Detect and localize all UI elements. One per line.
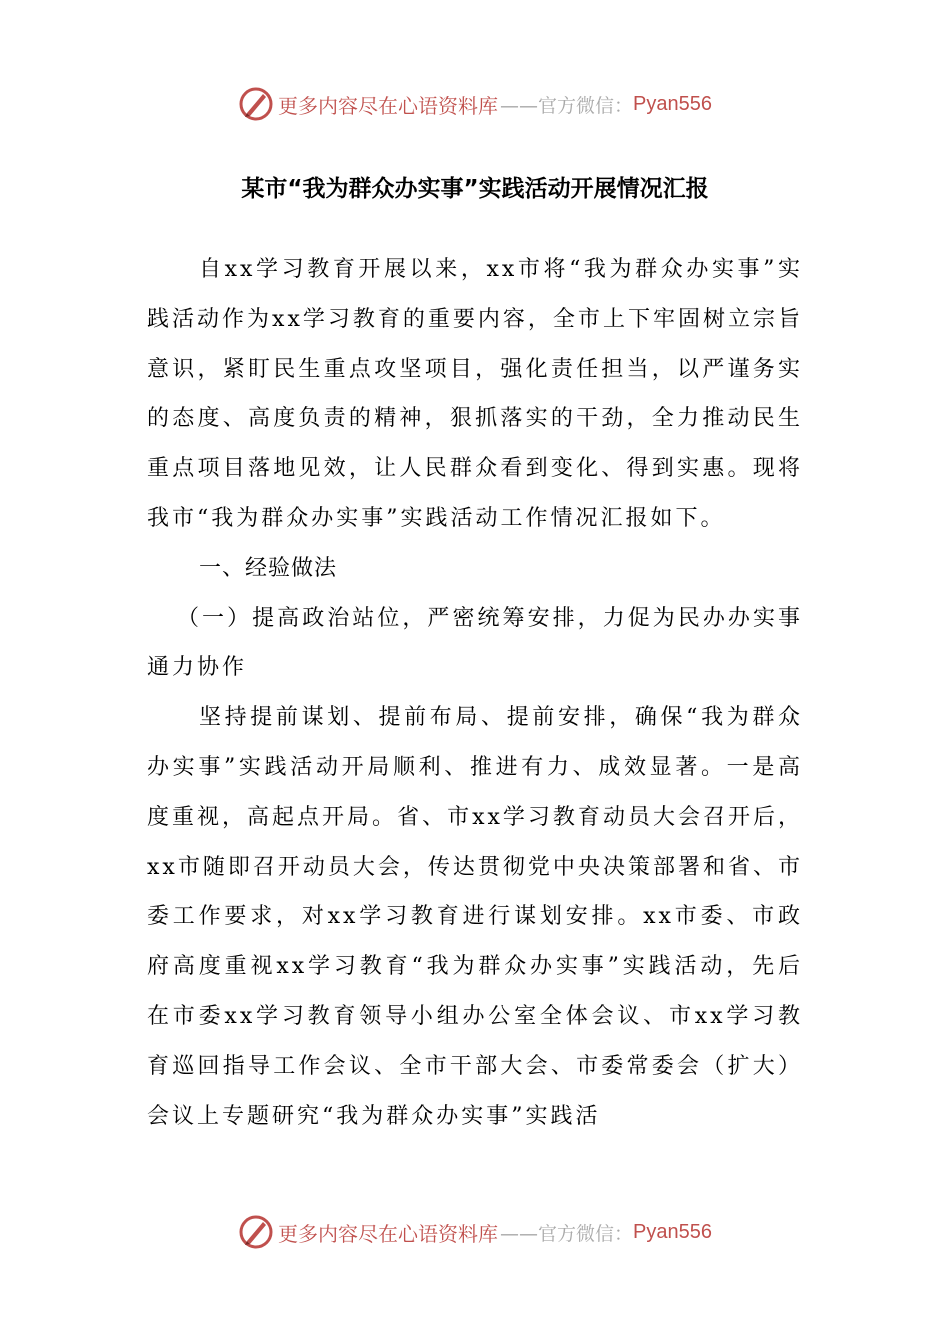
banner-promo-text: 更多内容尽在心语资料库 (278, 93, 498, 118)
intro-paragraph: 自xx学习教育开展以来，xx市将“我为群众办实事”实践活动作为xx学习教育的重要内容，全市上下牢固树立宗旨意识，紧盯民生重点攻坚项目，强化责任担当，以严谨务实的态度、高度负责的精神，狠抓落实的干劲，全力推动民生重点项目落地见效，让人民群众看到变化、得到实惠。现将我市“我为群众办实事”实践活动工作情况汇报如下。 (147, 257, 803, 531)
banner-wechat-id: Pyan556 (633, 92, 712, 115)
banner-promo-text: 更多内容尽在心语资料库 (278, 1221, 498, 1246)
banner-official-label: ——官方微信： (500, 1222, 634, 1245)
pen-circle-logo-icon (238, 86, 274, 122)
body-paragraph: 坚持提前谋划、提前布局、提前安排，确保“我为群众办实事”实践活动开局顺利、推进有力、成效显著。一是高度重视，高起点开局。省、市xx学习教育动员大会召开后，xx市随即召开动员大会，传达贯彻党中央决策部署和省、市委工作要求，对xx学习教育进行谋划安排。xx市委、市政府高度重视xx学习教育“我为群众办实事”实践活动，先后在市委xx学习教育领导小组办公室全体会议、市xx学习教育巡回指导工作会议、全市干部大会、市委常委会（扩大）会议上专题研究“我为群众办实事”实践活 (147, 705, 803, 1129)
header-watermark-banner (0, 82, 950, 126)
document-body (147, 245, 803, 1141)
pen-circle-logo-icon (238, 1214, 274, 1250)
banner-wechat-id: Pyan556 (633, 1220, 712, 1243)
subsection-heading: （一）提高政治站位，严密统筹安排，力促为民办办实事通力协作 (147, 605, 803, 681)
section-heading: 一、经验做法 (199, 555, 338, 581)
footer-watermark-banner (0, 1210, 950, 1254)
document-title: 某市“我为群众办实事”实践活动开展情况汇报 (241, 176, 709, 202)
banner-official-label: ——官方微信： (500, 94, 634, 117)
